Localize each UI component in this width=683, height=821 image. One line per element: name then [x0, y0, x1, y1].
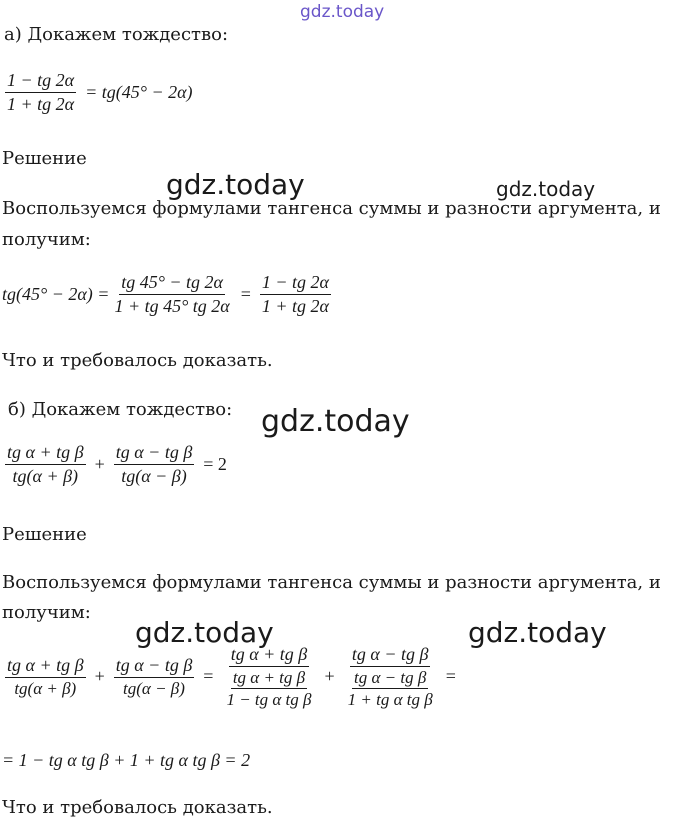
- fraction: [114, 655, 195, 698]
- identity-rhs: = tg(45° − 2α): [85, 81, 193, 102]
- equals-sign: =: [203, 666, 214, 687]
- explanation-line: получим:: [2, 229, 91, 250]
- part-a-identity: [2, 70, 199, 114]
- fraction: [5, 442, 86, 486]
- derivation-lhs: tg(45° − 2α) =: [2, 283, 110, 304]
- part-b-identity: [2, 442, 233, 486]
- part-b-derivation: [2, 644, 462, 710]
- fraction-denominator: [222, 667, 315, 710]
- explanation-line: Воспользуемся формулами тангенса суммы и разности аргумента, и: [2, 572, 661, 593]
- part-b-heading: б) Докажем тождество:: [8, 399, 233, 420]
- fraction-denominator: tg(α − β): [123, 678, 185, 698]
- watermark: gdz.today: [261, 404, 410, 439]
- watermark: gdz.today: [135, 616, 274, 649]
- fraction-numerator: tg α + tg β: [229, 644, 310, 667]
- inner-fraction: [346, 668, 435, 710]
- identity-rhs: = 2: [203, 453, 227, 474]
- fraction-numerator: tg α − tg β: [114, 442, 195, 465]
- fraction-denominator: 1 + tg 2α: [7, 93, 75, 114]
- conclusion-line: Что и требовалось доказать.: [2, 797, 273, 818]
- compound-fraction: [344, 644, 437, 710]
- solution-label: Решение: [2, 148, 87, 169]
- explanation-line: получим:: [2, 602, 91, 623]
- final-equation: = 1 − tg α tg β + 1 + tg α tg β = 2: [2, 750, 251, 770]
- fraction-denominator: 1 + tg α tg β: [347, 690, 433, 710]
- fraction-denominator: 1 + tg 2α: [261, 295, 329, 316]
- fraction: [260, 272, 331, 316]
- fraction-denominator: 1 + tg 45° tg 2α: [114, 295, 230, 316]
- fraction-numerator: 1 − tg 2α: [260, 272, 331, 295]
- watermark: gdz.today: [468, 616, 607, 649]
- fraction-numerator: tg α − tg β: [350, 644, 431, 667]
- fraction-numerator: tg α + tg β: [231, 668, 307, 690]
- equals-sign: =: [445, 666, 456, 687]
- equals-sign: =: [240, 283, 251, 304]
- fraction-numerator: tg 45° − tg 2α: [119, 272, 225, 295]
- plus-sign: +: [324, 666, 335, 687]
- conclusion-line: Что и требовалось доказать.: [2, 350, 273, 371]
- fraction-denominator: tg(α + β): [12, 465, 79, 486]
- fraction-denominator: tg(α + β): [14, 678, 77, 698]
- fraction-numerator: tg α − tg β: [352, 668, 428, 690]
- part-a-derivation: [2, 272, 334, 316]
- fraction: [114, 442, 195, 486]
- inner-fraction: [224, 668, 313, 710]
- compound-fraction: [222, 644, 315, 710]
- plus-sign: +: [94, 453, 105, 474]
- solution-label: Решение: [2, 524, 87, 545]
- fraction-denominator: [344, 667, 437, 710]
- explanation-line: Воспользуемся формулами тангенса суммы и разности аргумента, и: [2, 198, 661, 219]
- watermark: gdz.today: [166, 168, 305, 201]
- watermark: gdz.today: [496, 177, 596, 201]
- watermark: gdz.today: [300, 2, 385, 22]
- fraction-denominator: tg(α − β): [121, 465, 187, 486]
- fraction-numerator: tg α − tg β: [114, 655, 195, 678]
- fraction-numerator: tg α + tg β: [5, 442, 86, 465]
- fraction-numerator: tg α + tg β: [5, 655, 86, 678]
- fraction-numerator: 1 − tg 2α: [5, 70, 76, 93]
- plus-sign: +: [94, 666, 105, 687]
- fraction: [112, 272, 231, 316]
- part-a-heading: а) Докажем тождество:: [4, 24, 229, 45]
- fraction: [5, 70, 76, 114]
- fraction-denominator: 1 − tg α tg β: [226, 690, 312, 710]
- fraction: [5, 655, 86, 698]
